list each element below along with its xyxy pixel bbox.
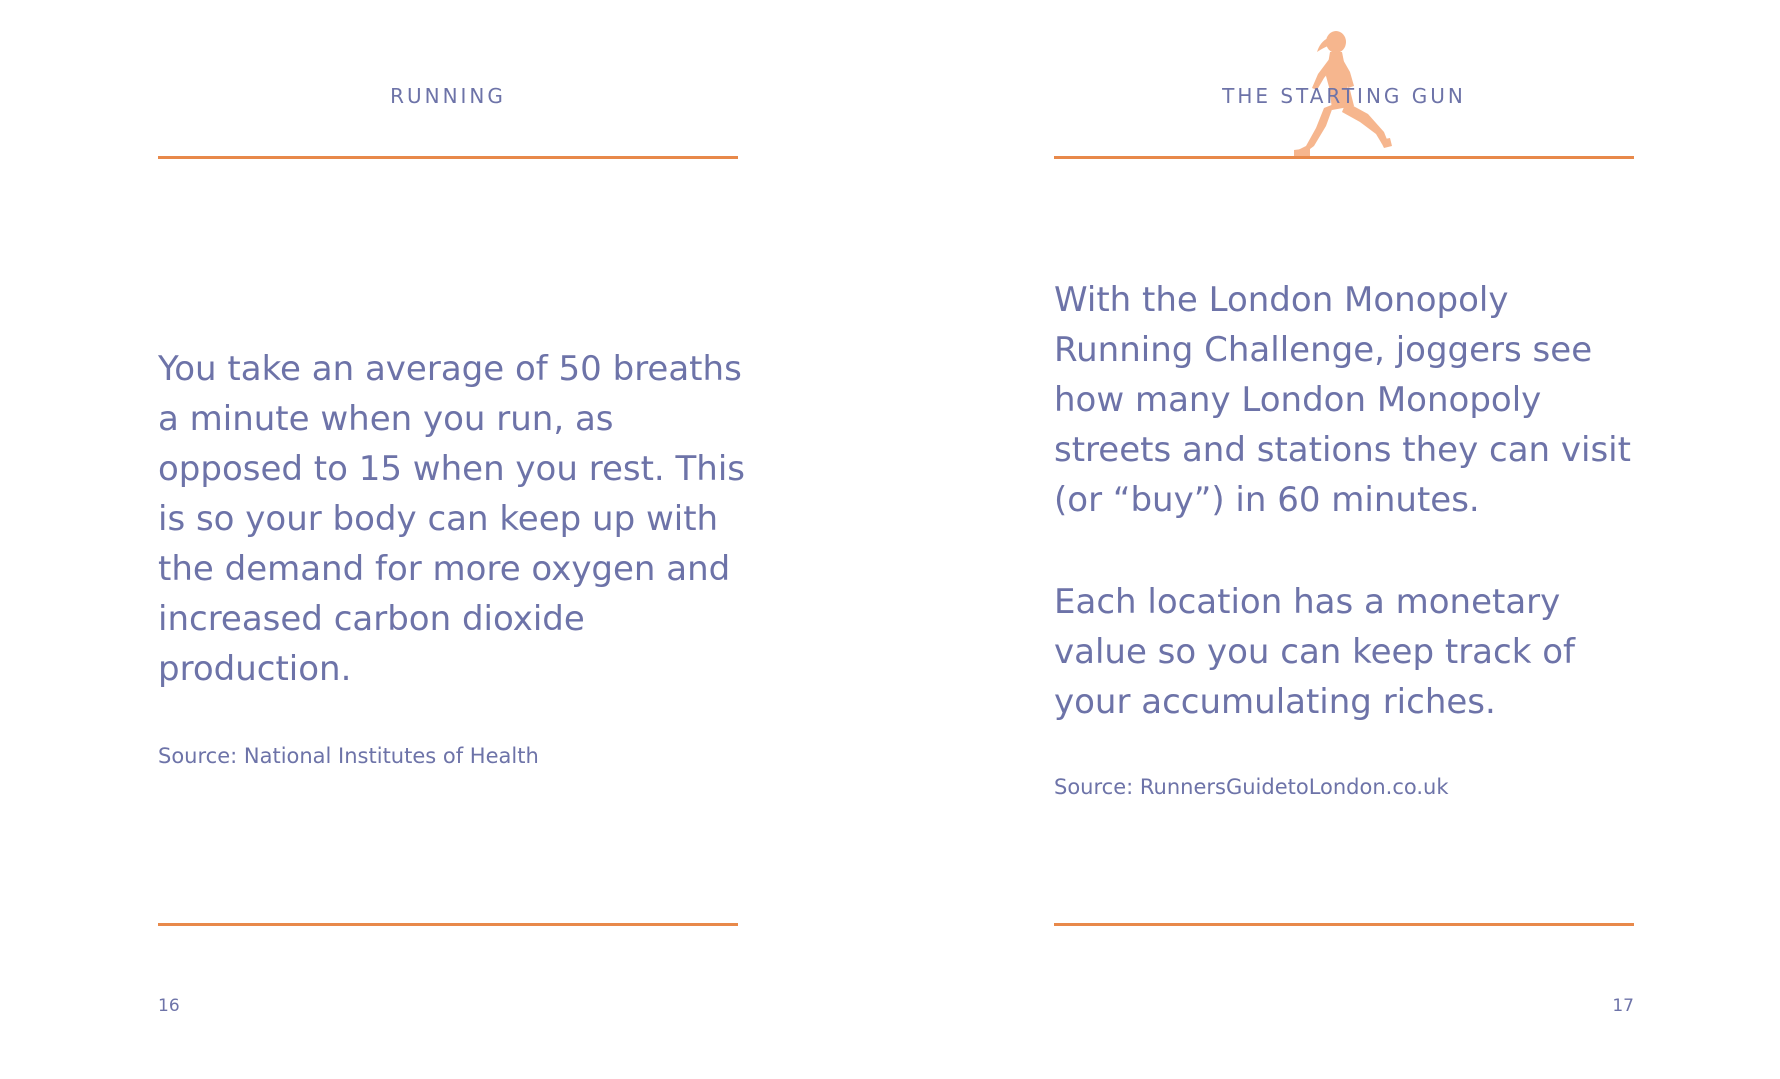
body-paragraph-right-2: Each location has a monetary value so you can keep track of your accumulating riches. [1054,582,1575,722]
body-paragraph-left: You take an average of 50 breaths a minute when you run, as opposed to 15 when you rest. This is so your body can keep up with the demand for more oxygen and increased carbon dioxide production. [158,349,745,689]
body-paragraph-right-1: With the London Monopoly Running Challenge, joggers see how many London Monopoly streets and stations they can visit (or “buy”) in 60 minutes. [1054,280,1631,520]
source-right: Source: RunnersGuidetoLondon.co.uk [1054,775,1449,799]
bottom-rule-left [158,923,738,926]
top-rule-left [158,156,738,159]
right-page [1054,0,1634,1079]
running-header-left: RUNNING [390,84,506,108]
page-number-left: 16 [158,996,180,1016]
left-page [158,0,745,1079]
bottom-rule-right [1054,923,1634,926]
running-header-right: THE STARTING GUN [1222,84,1466,108]
source-left: Source: National Institutes of Health [158,744,539,768]
page-number-right: 17 [1612,996,1634,1016]
